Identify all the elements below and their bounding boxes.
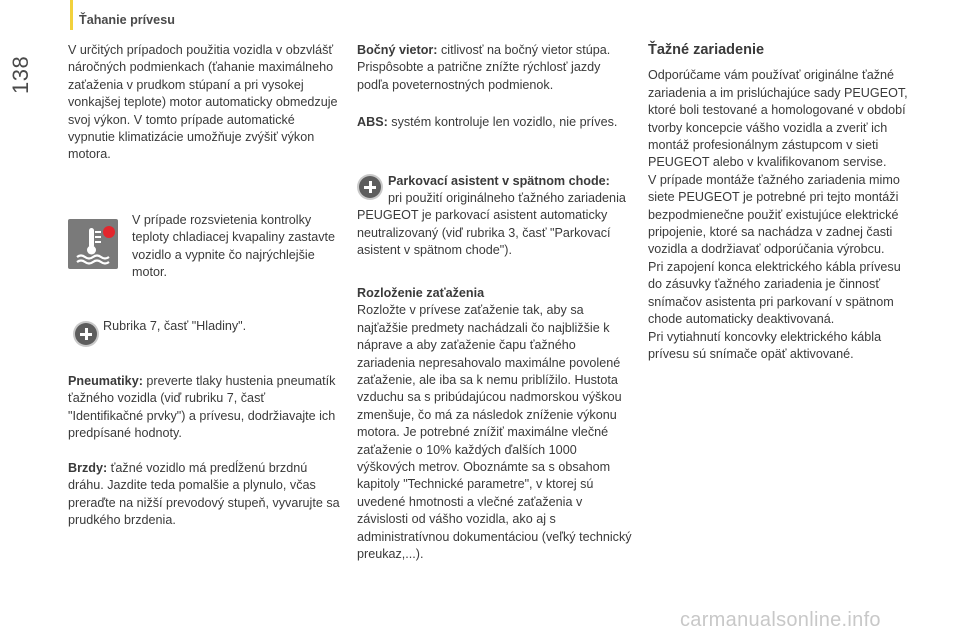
load-distribution-heading: Rozloženie zaťaženia: [357, 286, 485, 300]
brakes-text: ťažné vozidlo má predĺženú brzdnú dráhu. Jazdite teda pomalšie a plynulo, včas preraďte na nižší prevodový stupeň, vyvarujte sa prudkého brzdenia.: [68, 461, 340, 528]
intro-paragraph: [68, 42, 338, 164]
parking-assist-label: Parkovací asistent v spätnom chode:: [388, 174, 610, 188]
load-distribution-section: [357, 285, 632, 564]
info-plus-icon: [75, 323, 97, 345]
towbar-paragraph-2: V prípade montáže ťažného zariadenia mimo siete PEUGEOT je potrebné pri tejto montáži bezpodmienečne použiť existujúce elektrické pripojenie, ktoré sa nachádza v zadnej časti vozidla a dodržiavať odporúčania výrobcu.: [648, 172, 900, 257]
side-wind-label: Bočný vietor:: [357, 43, 438, 57]
levels-reference-note: [103, 318, 333, 335]
side-wind-text: citlivosť na bočný vietor stúpa. Prispôsobte a patrične znížte rýchlosť jazdy podľa poveternostných podmienok.: [357, 43, 611, 92]
warning-light-dot: [103, 226, 115, 238]
tyres-paragraph: [68, 373, 340, 443]
tyres-label: Pneumatiky:: [68, 374, 143, 388]
coolant-warning-text: V prípade rozsvietenia kontrolky teploty chladiacej kvapaliny zastavte vozidlo a vypnite čo najrýchlejšie motor.: [132, 213, 336, 280]
abs-text: systém kontroluje len vozidlo, nie príves.: [387, 115, 618, 129]
page-header: Ťahanie prívesu: [79, 13, 175, 27]
page-number: 138: [8, 55, 33, 94]
intro-text: V určitých prípadoch použitia vozidla v obzvlášť náročných podmienkach (ťahanie maximálneho zaťaženia v prudkom stúpaní a pri vysokej vonkajšej teplote) motor automaticky obmedzuje svoj výkon. V tomto prípade automatické vypnutie klimatizácie umožňuje zvýšiť výkon motora.: [68, 43, 338, 162]
brakes-paragraph: [68, 460, 340, 530]
parking-assist-text: pri použití originálneho ťažného zariadenia PEUGEOT je parkovací asistent automaticky neutralizovaný (viď rubrika 3, časť "Parkovací asistent v spätnom chode").: [357, 191, 626, 258]
levels-reference-text: Rubrika 7, časť "Hladiny".: [103, 319, 247, 333]
abs-label: ABS:: [357, 115, 388, 129]
parking-assist-paragraph: [357, 190, 632, 260]
side-wind-paragraph: [357, 42, 629, 94]
brakes-label: Brzdy:: [68, 461, 108, 475]
towbar-paragraph-3: Pri zapojení konca elektrického kábla prívesu do zásuvky ťažného zariadenia je činnosť snímačov asistenta pri parkovaní v spätnom chode automaticky deaktivovaná.: [648, 259, 901, 327]
towbar-paragraph-4: Pri vytiahnutí koncovky elektrického kábla prívesu sú snímače opäť aktivované.: [648, 329, 882, 361]
coolant-warning-note: [132, 212, 337, 282]
tyres-text: preverte tlaky hustenia pneumatík ťažného vozidla (viď rubriku 7, časť "Identifikačné prvky") a prívesu, dodržiavajte ich predpísané hodnoty.: [68, 374, 336, 441]
abs-paragraph: [357, 114, 629, 131]
page-number-container: [8, 55, 50, 111]
towbar-heading: Ťažné zariadenie: [648, 42, 765, 58]
towbar-paragraph-1: Odporúčame vám používať originálne ťažné zariadenia a im prislúchajúce sady PEUGEOT, ktoré boli testované a homologované v období tvorby koncepcie vášho vozidla a zveriť ich montáž profesionálnym zástupcom v sieti PEUGEOT alebo v kvalifikovanom servise.: [648, 68, 908, 170]
parking-assist-heading-block: [388, 173, 660, 190]
load-distribution-text: Rozložte v prívese zaťaženie tak, aby sa najťažšie predmety nachádzali čo najbližšie k náprave a aby zaťaženie čapu ťažného zariadenia nepresahovalo maximálne povolené zaťaženie, ale iba sa k nemu priblížilo. Hustota vzduchu sa s pribúdajúcou nadmorskou výškou zmenšuje, čo má za následok zníženie výkonu motora. Je potrebné znížiť maximálne vlečné zaťaženie o 10% každých ďalších 1000 výškových metrov. Oboznámte sa s obsahom kapitoly "Technické parametre", v ktorej sú uvedené hmotnosti a vlečné zaťaženia v závislosti od vášho vozidla, ako aj s administratívnou dokumentáciou (veľký technický preukaz,...).: [357, 303, 632, 562]
header-accent-bar: [70, 0, 73, 30]
watermark: carmanualsonline.info: [680, 609, 881, 631]
towbar-section: [648, 42, 913, 363]
